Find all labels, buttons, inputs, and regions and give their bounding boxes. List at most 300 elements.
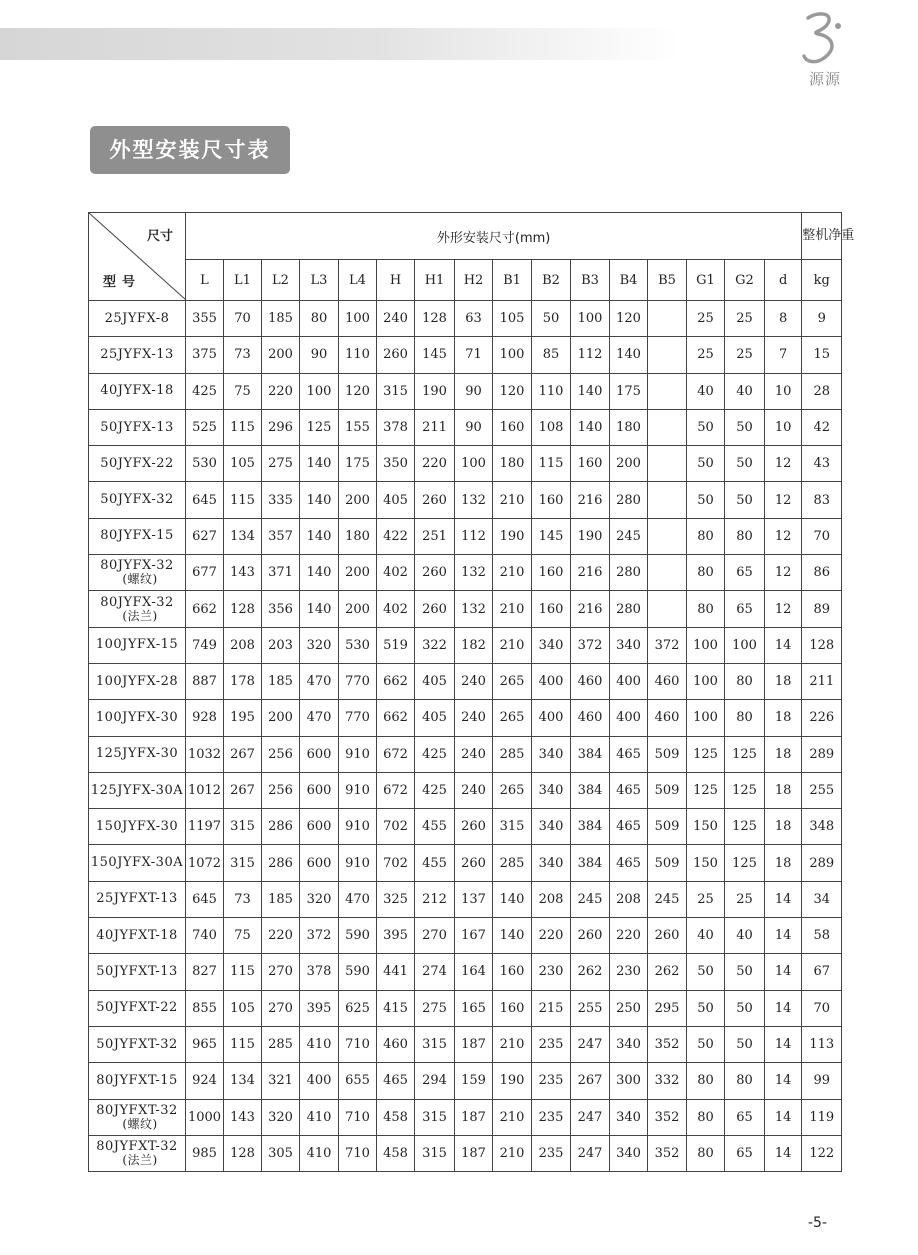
value-cell: 100 — [687, 700, 725, 736]
value-cell: 108 — [532, 409, 571, 445]
value-cell: 200 — [262, 700, 300, 736]
value-cell: 187 — [455, 1099, 493, 1135]
model-name: 80JYFXT-15 — [96, 1072, 178, 1088]
value-cell: 470 — [300, 663, 339, 699]
value-cell: 43 — [802, 446, 842, 482]
value-cell: 340 — [532, 736, 571, 772]
value-cell: 200 — [610, 446, 648, 482]
value-cell: 378 — [300, 954, 339, 990]
value-cell: 910 — [339, 809, 377, 845]
value-cell: 140 — [300, 518, 339, 554]
value-cell — [648, 591, 687, 627]
model-name: 50JYFX-13 — [100, 419, 174, 435]
table-row — [89, 845, 842, 881]
value-cell: 150 — [687, 845, 725, 881]
corner-label-dimension: 尺寸 — [146, 229, 173, 244]
value-cell: 470 — [300, 700, 339, 736]
value-cell: 80 — [300, 301, 339, 337]
value-cell: 415 — [377, 990, 415, 1026]
value-cell: 208 — [532, 881, 571, 917]
value-cell: 910 — [339, 845, 377, 881]
model-cell — [89, 518, 186, 554]
value-cell: 384 — [571, 809, 610, 845]
value-cell: 235 — [532, 1099, 571, 1135]
model-name: 150JYFX-30 — [95, 818, 179, 834]
table-row — [89, 700, 842, 736]
value-cell: 180 — [493, 446, 532, 482]
model-cell — [89, 591, 186, 627]
value-cell: 250 — [610, 990, 648, 1026]
model-cell — [89, 409, 186, 445]
value-cell: 335 — [262, 482, 300, 518]
value-cell: 185 — [262, 663, 300, 699]
value-cell: 509 — [648, 736, 687, 772]
model-name: 100JYFX-30 — [95, 709, 179, 725]
model-name: 40JYFXT-18 — [96, 927, 178, 943]
value-cell: 155 — [339, 409, 377, 445]
column-header: B2 — [532, 260, 571, 301]
value-cell: 400 — [300, 1063, 339, 1099]
column-header: L1 — [224, 260, 262, 301]
value-cell: 265 — [493, 663, 532, 699]
value-cell: 509 — [648, 809, 687, 845]
value-cell: 50 — [725, 482, 765, 518]
column-header: B4 — [610, 260, 648, 301]
value-cell: 190 — [493, 1063, 532, 1099]
corner-label-model: 型号 — [103, 275, 142, 290]
value-cell: 340 — [532, 772, 571, 808]
value-cell: 260 — [415, 591, 455, 627]
value-cell: 185 — [262, 881, 300, 917]
model-cell — [89, 809, 186, 845]
value-cell — [648, 337, 687, 373]
value-cell: 422 — [377, 518, 415, 554]
model-name: 80JYFXT-32 — [96, 1102, 178, 1118]
value-cell: 384 — [571, 772, 610, 808]
value-cell: 140 — [300, 591, 339, 627]
value-cell: 260 — [455, 845, 493, 881]
value-cell: 600 — [300, 736, 339, 772]
value-cell: 395 — [377, 918, 415, 954]
value-cell: 256 — [262, 736, 300, 772]
value-cell: 286 — [262, 809, 300, 845]
value-cell: 134 — [224, 1063, 262, 1099]
value-cell: 40 — [725, 373, 765, 409]
value-cell: 410 — [300, 1099, 339, 1135]
value-cell: 220 — [415, 446, 455, 482]
value-cell — [648, 482, 687, 518]
value-cell: 770 — [339, 700, 377, 736]
value-cell: 226 — [802, 700, 842, 736]
value-cell: 113 — [802, 1026, 842, 1062]
value-cell: 220 — [532, 918, 571, 954]
table-row — [89, 409, 842, 445]
value-cell: 1197 — [186, 809, 224, 845]
value-cell: 210 — [493, 591, 532, 627]
value-cell: 315 — [377, 373, 415, 409]
value-cell: 110 — [532, 373, 571, 409]
value-cell: 80 — [725, 700, 765, 736]
value-cell: 215 — [532, 990, 571, 1026]
value-cell: 150 — [687, 809, 725, 845]
value-cell: 210 — [493, 1026, 532, 1062]
value-cell: 99 — [802, 1063, 842, 1099]
value-cell: 296 — [262, 409, 300, 445]
column-header: L2 — [262, 260, 300, 301]
value-cell: 14 — [765, 918, 802, 954]
value-cell: 770 — [339, 663, 377, 699]
value-cell: 827 — [186, 954, 224, 990]
model-name: 80JYFX-32 — [100, 558, 174, 574]
table-row — [89, 1026, 842, 1062]
value-cell: 340 — [610, 1099, 648, 1135]
value-cell: 14 — [765, 1063, 802, 1099]
value-cell: 165 — [455, 990, 493, 1026]
value-cell: 159 — [455, 1063, 493, 1099]
value-cell: 112 — [455, 518, 493, 554]
value-cell: 402 — [377, 555, 415, 591]
table-row — [89, 881, 842, 917]
value-cell: 200 — [339, 591, 377, 627]
value-cell: 125 — [300, 409, 339, 445]
value-cell: 90 — [455, 409, 493, 445]
value-cell: 590 — [339, 954, 377, 990]
value-cell: 128 — [415, 301, 455, 337]
value-cell: 320 — [300, 881, 339, 917]
value-cell: 340 — [532, 845, 571, 881]
table-row — [89, 518, 842, 554]
value-cell: 235 — [532, 1026, 571, 1062]
model-cell — [89, 337, 186, 373]
column-header: H — [377, 260, 415, 301]
value-cell: 220 — [262, 918, 300, 954]
value-cell: 645 — [186, 881, 224, 917]
value-cell: 70 — [224, 301, 262, 337]
value-cell: 50 — [725, 446, 765, 482]
value-cell: 247 — [571, 1099, 610, 1135]
value-cell: 80 — [725, 1063, 765, 1099]
value-cell: 270 — [262, 990, 300, 1026]
value-cell: 405 — [415, 663, 455, 699]
value-cell: 410 — [300, 1135, 339, 1171]
value-cell: 105 — [224, 446, 262, 482]
value-cell: 160 — [493, 990, 532, 1026]
value-cell: 125 — [725, 772, 765, 808]
value-cell: 12 — [765, 518, 802, 554]
value-cell: 371 — [262, 555, 300, 591]
value-cell: 65 — [725, 555, 765, 591]
value-cell: 247 — [571, 1135, 610, 1171]
value-cell: 425 — [415, 772, 455, 808]
value-cell: 70 — [802, 518, 842, 554]
value-cell: 42 — [802, 409, 842, 445]
value-cell: 140 — [300, 446, 339, 482]
value-cell: 340 — [532, 809, 571, 845]
value-cell: 182 — [455, 627, 493, 663]
value-cell: 12 — [765, 591, 802, 627]
value-cell: 240 — [455, 736, 493, 772]
model-cell — [89, 482, 186, 518]
value-cell: 662 — [377, 700, 415, 736]
value-cell: 115 — [532, 446, 571, 482]
value-cell: 120 — [610, 301, 648, 337]
model-cell — [89, 373, 186, 409]
value-cell: 627 — [186, 518, 224, 554]
table-row — [89, 627, 842, 663]
table-row — [89, 337, 842, 373]
value-cell: 140 — [493, 918, 532, 954]
value-cell: 455 — [415, 809, 455, 845]
value-cell: 470 — [339, 881, 377, 917]
value-cell: 50 — [725, 954, 765, 990]
value-cell: 164 — [455, 954, 493, 990]
value-cell: 267 — [571, 1063, 610, 1099]
column-header: G2 — [725, 260, 765, 301]
value-cell: 251 — [415, 518, 455, 554]
value-cell: 110 — [339, 337, 377, 373]
table-row — [89, 591, 842, 627]
value-cell: 262 — [571, 954, 610, 990]
value-cell: 460 — [648, 700, 687, 736]
model-name: 125JYFX-30A — [90, 782, 184, 798]
value-cell: 115 — [224, 409, 262, 445]
logo-mark-icon — [798, 8, 852, 66]
value-cell: 14 — [765, 881, 802, 917]
value-cell: 210 — [493, 627, 532, 663]
value-cell: 710 — [339, 1099, 377, 1135]
value-cell: 132 — [455, 591, 493, 627]
value-cell: 100 — [493, 337, 532, 373]
value-cell — [648, 301, 687, 337]
value-cell: 125 — [725, 809, 765, 845]
value-cell: 405 — [377, 482, 415, 518]
value-cell: 530 — [339, 627, 377, 663]
value-cell: 143 — [224, 1099, 262, 1135]
value-cell: 65 — [725, 1135, 765, 1171]
value-cell: 140 — [571, 373, 610, 409]
value-cell: 245 — [648, 881, 687, 917]
value-cell: 300 — [610, 1063, 648, 1099]
value-cell: 80 — [687, 1063, 725, 1099]
value-cell: 400 — [532, 663, 571, 699]
value-cell: 275 — [262, 446, 300, 482]
value-cell: 600 — [300, 809, 339, 845]
value-cell: 210 — [493, 482, 532, 518]
value-cell: 350 — [377, 446, 415, 482]
value-cell: 25 — [725, 881, 765, 917]
model-name: 25JYFX-8 — [104, 310, 170, 326]
model-cell — [89, 954, 186, 990]
value-cell: 50 — [687, 990, 725, 1026]
value-cell: 240 — [455, 772, 493, 808]
value-cell: 160 — [532, 555, 571, 591]
value-cell: 18 — [765, 663, 802, 699]
value-cell: 235 — [532, 1135, 571, 1171]
model-cell — [89, 446, 186, 482]
value-cell: 90 — [455, 373, 493, 409]
value-cell: 740 — [186, 918, 224, 954]
value-cell: 625 — [339, 990, 377, 1026]
value-cell: 590 — [339, 918, 377, 954]
value-cell: 400 — [532, 700, 571, 736]
section-title: 外型安装尺寸表 — [90, 126, 290, 174]
model-name: 150JYFX-30A — [90, 855, 184, 871]
model-name: 100JYFX-28 — [95, 673, 179, 689]
value-cell: 662 — [186, 591, 224, 627]
value-cell: 211 — [415, 409, 455, 445]
value-cell: 14 — [765, 954, 802, 990]
dimension-table — [88, 212, 855, 1172]
value-cell: 315 — [493, 809, 532, 845]
model-cell — [89, 990, 186, 1026]
value-cell: 965 — [186, 1026, 224, 1062]
model-cell — [89, 845, 186, 881]
value-cell: 910 — [339, 772, 377, 808]
model-variant: (法兰) — [122, 608, 158, 623]
value-cell: 352 — [648, 1135, 687, 1171]
value-cell: 190 — [415, 373, 455, 409]
value-cell: 128 — [224, 591, 262, 627]
column-header: H1 — [415, 260, 455, 301]
value-cell: 14 — [765, 1026, 802, 1062]
table-body — [89, 301, 842, 1172]
value-cell — [648, 446, 687, 482]
model-cell — [89, 1135, 186, 1171]
table-row — [89, 446, 842, 482]
value-cell: 195 — [224, 700, 262, 736]
model-cell — [89, 1063, 186, 1099]
value-cell: 18 — [765, 700, 802, 736]
value-cell: 125 — [725, 736, 765, 772]
model-name: 80JYFXT-32 — [96, 1138, 178, 1154]
value-cell: 352 — [648, 1026, 687, 1062]
table-row — [89, 918, 842, 954]
value-cell — [648, 373, 687, 409]
value-cell: 80 — [687, 591, 725, 627]
value-cell: 75 — [224, 918, 262, 954]
value-cell: 105 — [224, 990, 262, 1026]
value-cell: 260 — [415, 482, 455, 518]
value-cell: 352 — [648, 1099, 687, 1135]
value-cell: 216 — [571, 482, 610, 518]
value-cell: 7 — [765, 337, 802, 373]
value-cell: 260 — [648, 918, 687, 954]
value-cell: 145 — [415, 337, 455, 373]
model-name: 100JYFX-15 — [95, 637, 179, 653]
value-cell: 525 — [186, 409, 224, 445]
value-cell: 187 — [455, 1135, 493, 1171]
value-cell: 25 — [687, 881, 725, 917]
value-cell: 210 — [493, 1135, 532, 1171]
value-cell: 115 — [224, 954, 262, 990]
column-header-row — [89, 260, 842, 301]
table-row — [89, 990, 842, 1026]
value-cell: 67 — [802, 954, 842, 990]
value-cell: 887 — [186, 663, 224, 699]
value-cell: 357 — [262, 518, 300, 554]
value-cell: 275 — [415, 990, 455, 1026]
model-variant: (法兰) — [122, 1152, 158, 1167]
value-cell: 262 — [648, 954, 687, 990]
value-cell: 425 — [415, 736, 455, 772]
value-cell: 460 — [377, 1026, 415, 1062]
value-cell: 265 — [493, 772, 532, 808]
value-cell: 25 — [687, 301, 725, 337]
value-cell: 924 — [186, 1063, 224, 1099]
value-cell: 375 — [186, 337, 224, 373]
group-header: 外形安装尺寸(mm) — [186, 213, 802, 260]
value-cell: 1000 — [186, 1099, 224, 1135]
value-cell: 212 — [415, 881, 455, 917]
value-cell: 63 — [455, 301, 493, 337]
table-row — [89, 555, 842, 591]
value-cell: 286 — [262, 845, 300, 881]
value-cell: 14 — [765, 627, 802, 663]
value-cell: 119 — [802, 1099, 842, 1135]
value-cell: 73 — [224, 881, 262, 917]
model-name: 50JYFXT-22 — [96, 1000, 178, 1016]
value-cell: 18 — [765, 845, 802, 881]
value-cell: 710 — [339, 1135, 377, 1171]
value-cell: 645 — [186, 482, 224, 518]
value-cell: 458 — [377, 1099, 415, 1135]
value-cell: 677 — [186, 555, 224, 591]
value-cell: 50 — [687, 409, 725, 445]
model-cell — [89, 736, 186, 772]
value-cell: 260 — [455, 809, 493, 845]
column-header: H2 — [455, 260, 493, 301]
value-cell: 1032 — [186, 736, 224, 772]
column-header: L4 — [339, 260, 377, 301]
table-row — [89, 809, 842, 845]
column-header: B1 — [493, 260, 532, 301]
value-cell — [648, 555, 687, 591]
logo-text: 源源 — [808, 70, 841, 88]
value-cell: 143 — [224, 555, 262, 591]
value-cell — [648, 518, 687, 554]
value-cell: 9 — [802, 301, 842, 337]
value-cell: 187 — [455, 1026, 493, 1062]
value-cell: 267 — [224, 736, 262, 772]
value-cell: 402 — [377, 591, 415, 627]
value-cell: 178 — [224, 663, 262, 699]
value-cell: 80 — [687, 518, 725, 554]
value-cell: 25 — [725, 301, 765, 337]
value-cell: 280 — [610, 591, 648, 627]
value-cell: 235 — [532, 1063, 571, 1099]
value-cell: 910 — [339, 736, 377, 772]
value-cell: 255 — [802, 772, 842, 808]
header-band — [0, 28, 680, 60]
value-cell: 125 — [725, 845, 765, 881]
value-cell: 190 — [571, 518, 610, 554]
value-cell: 185 — [262, 301, 300, 337]
value-cell — [648, 409, 687, 445]
value-cell: 702 — [377, 809, 415, 845]
value-cell: 12 — [765, 555, 802, 591]
value-cell: 203 — [262, 627, 300, 663]
value-cell: 384 — [571, 736, 610, 772]
value-cell: 216 — [571, 555, 610, 591]
model-cell — [89, 918, 186, 954]
value-cell: 128 — [224, 1135, 262, 1171]
value-cell: 80 — [687, 555, 725, 591]
value-cell: 280 — [610, 555, 648, 591]
table-row — [89, 663, 842, 699]
value-cell: 405 — [415, 700, 455, 736]
value-cell: 140 — [571, 409, 610, 445]
value-cell: 340 — [610, 627, 648, 663]
